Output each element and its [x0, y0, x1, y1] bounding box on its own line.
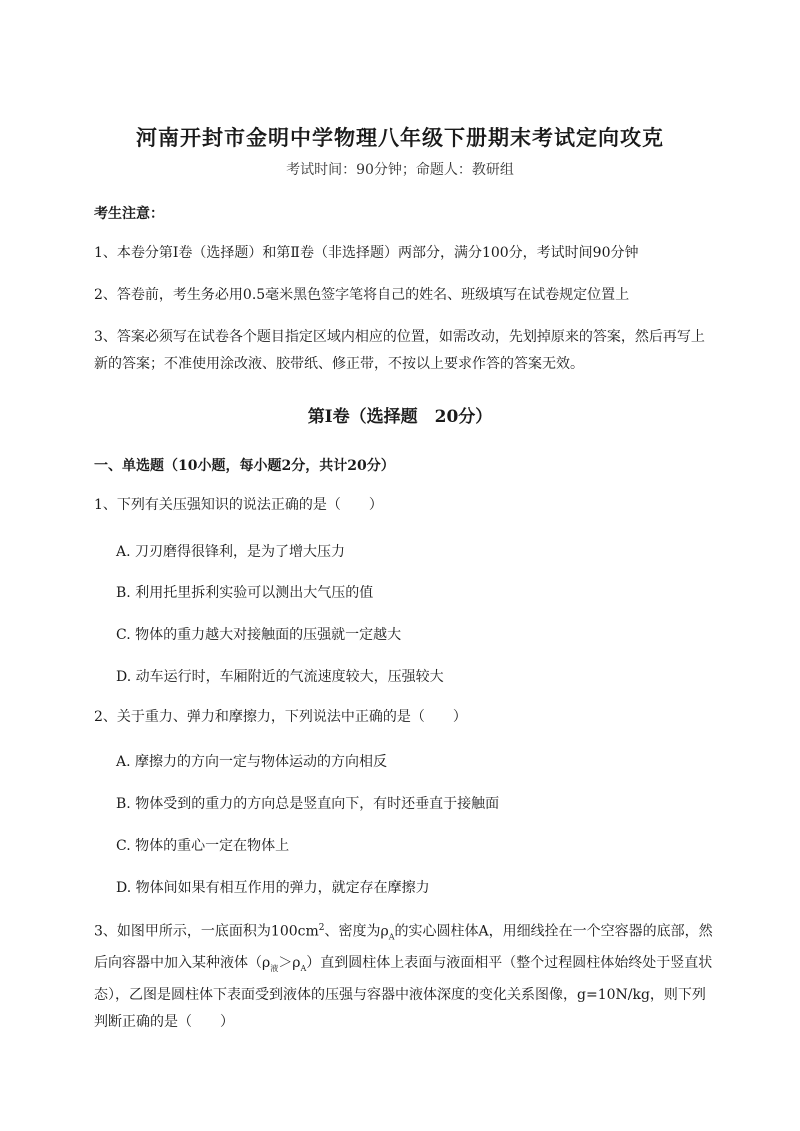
question-1-stem: 1、下列有关压强知识的说法正确的是（ ）	[94, 497, 383, 513]
exam-info: 考试时间：90分钟；命题人：教研组	[286, 162, 514, 178]
section-title: 第I卷（选择题 20分）	[307, 407, 493, 427]
q3-text-4: ）直到圆柱体上表面与液面相平（整个过程圆柱体始终处于竖直状态），乙图是圆柱体下表面受到液体的压强与容器中液体深度的变化关系图像，g=10N/kg，则下列判断正确的是（ ）	[94, 955, 713, 1031]
notice-item-3: 3、答案必须写在试卷各个题目指定区域内相应的位置，如需改动，先划掉原来的答案，然后再写上新的答案；不准使用涂改液、胶带纸、修正带，不按以上要求作答的答案无效。	[94, 329, 705, 372]
q3-text-1: 3、如图甲所示，一底面积为100cm	[94, 923, 319, 940]
q3-text-3: 的实心圆柱体A，用细线拴在一个空容器的底部，然后向容器中加入某种液体（ρ	[94, 923, 713, 972]
page-title: 河南开封市金明中学物理八年级下册期末考试定向攻克	[136, 125, 664, 150]
part-heading: 一、单选题（10小题，每小题2分，共计20分）	[94, 458, 395, 474]
question-1-option-c: C. 物体的重力越大对接触面的压强就一定越大	[116, 627, 402, 643]
q3-subscript-a2: A	[300, 964, 307, 974]
question-2-option-b: B. 物体受到的重力的方向总是竖直向下，有时还垂直于接触面	[116, 796, 500, 812]
q3-greater-than: ＞ρ	[278, 955, 301, 972]
q3-text-2: 、密度为ρ	[324, 923, 389, 940]
question-2-option-a: A. 摩擦力的方向一定与物体运动的方向相反	[116, 754, 388, 770]
question-2-option-d: D. 物体间如果有相互作用的弹力，就定存在摩擦力	[116, 880, 430, 896]
question-1-option-a: A. 刀刃磨得很锋利，是为了增大压力	[116, 544, 346, 560]
q3-subscript-liquid: 液	[270, 964, 279, 974]
question-2-stem: 2、关于重力、弹力和摩擦力，下列说法中正确的是（ ）	[94, 709, 467, 725]
notice-item-2: 2、答卷前，考生务必用0.5毫米黑色签字笔将自己的姓名、班级填写在试卷规定位置上	[94, 287, 630, 303]
notice-heading: 考生注意：	[94, 206, 164, 222]
notice-item-1: 1、本卷分第I卷（选择题）和第Ⅱ卷（非选择题）两部分，满分100分，考试时间90分钟	[94, 245, 639, 261]
question-3-stem	[94, 915, 714, 1036]
q3-subscript-a: A	[388, 932, 395, 942]
q3-superscript-2: 2	[318, 923, 325, 933]
question-2-option-c: C. 物体的重心一定在物体上	[116, 838, 290, 854]
question-1-option-b: B. 利用托里拆利实验可以测出大气压的值	[116, 585, 374, 601]
question-1-option-d: D. 动车运行时，车厢附近的气流速度较大，压强较大	[116, 669, 444, 685]
